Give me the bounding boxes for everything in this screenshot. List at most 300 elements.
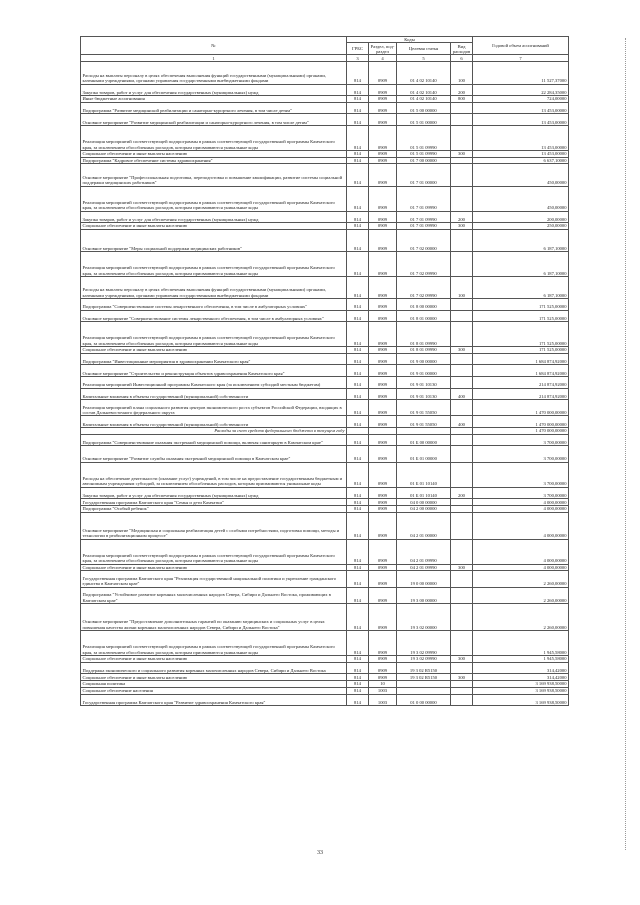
row-description: Реализация мероприятий соответствующей подпрограммы в рамках соответствующей государственной программы Камчатского края, за исключением обособленных расходов, которым присваиваются уникальные коды: [81, 322, 347, 347]
row-description: Основное мероприятие "Меры социальной поддержки медицинских работников": [81, 229, 347, 251]
row-target-code: 01 5 00 00000: [397, 102, 451, 114]
row-description: Подпрограмма "Особый ребенок": [81, 505, 347, 512]
row-target-code: 01 9 00 00000: [397, 353, 451, 365]
row-section: 0909: [369, 164, 397, 186]
row-target-code: 01 5 01 09990: [397, 150, 451, 157]
row-grbs: 814: [347, 687, 369, 694]
row-expense-type: [451, 251, 473, 276]
row-expense-type: [451, 157, 473, 164]
row-grbs: 814: [347, 223, 369, 230]
row-expense-type: [451, 310, 473, 322]
row-expense-type: [451, 114, 473, 126]
row-description: Реализация мероприятий соответствующей подпрограммы в рамках соответствующей государственной программы Камчатского края, за исключением обособленных расходов, которым присваиваются уникальные коды: [81, 630, 347, 655]
row-section: 0909: [369, 462, 397, 487]
row-grbs: 814: [347, 571, 369, 587]
row-amount: 1 470 000,00000: [473, 427, 569, 434]
row-target-code: 01 Б 00 00000: [397, 434, 451, 446]
table-row: [81, 662, 569, 674]
table-row: [81, 587, 569, 603]
column-number-row: [81, 55, 569, 62]
row-expense-type: [451, 102, 473, 114]
row-description: Подпрограмма "Инвестиционные мероприятия в здравоохранении Камчатского края": [81, 353, 347, 365]
row-expense-type: 200: [451, 84, 473, 96]
table-row: [81, 96, 569, 103]
row-grbs: 814: [347, 400, 369, 416]
header-target: Целевая статья: [397, 43, 451, 55]
row-amount: 6 187,10000: [473, 276, 569, 298]
row-description: Реализация мероприятий соответствующей подпрограммы в рамках соответствующей государственной программы Камчатского края, за исключением обособленных расходов, которым присваиваются уникальные коды: [81, 125, 347, 150]
row-expense-type: [451, 587, 473, 603]
row-target-code: 01 7 01 09990: [397, 223, 451, 230]
row-amount: 11 527,37000: [473, 62, 569, 84]
row-expense-type: [451, 694, 473, 706]
header-grbs: ГРБС: [347, 43, 369, 55]
row-amount: 171 525,00000: [473, 322, 569, 347]
row-target-code: 04 2 01 09990: [397, 539, 451, 564]
row-description: Социальная политика: [81, 681, 347, 688]
table-row: [81, 564, 569, 571]
row-section: 0909: [369, 276, 397, 298]
row-target-code: 01 8 01 09990: [397, 347, 451, 354]
row-amount: 314,42000: [473, 662, 569, 674]
row-target-code: 01 4 02 10140: [397, 62, 451, 84]
row-grbs: 814: [347, 211, 369, 223]
table-row: [81, 462, 569, 487]
row-expense-type: [451, 681, 473, 688]
row-description: Социальное обеспечение и иные выплаты населению: [81, 223, 347, 230]
row-section: 0909: [369, 505, 397, 512]
row-description: Иные бюджетные ассигнования: [81, 96, 347, 103]
row-amount: 3 700,00000: [473, 446, 569, 462]
row-description: Подпрограмма "Устойчивое развитие коренных малочисленных народов Севера, Сибири и Дальнего Востока, проживающих в Камчатском крае": [81, 587, 347, 603]
row-expense-type: 300: [451, 655, 473, 662]
table-row: [81, 102, 569, 114]
row-amount: 4 000,00000: [473, 564, 569, 571]
row-expense-type: [451, 571, 473, 587]
row-description: Капитальные вложения в объекты государственной (муниципальной) собственности: [81, 388, 347, 400]
row-section: 0909: [369, 211, 397, 223]
row-grbs: 814: [347, 446, 369, 462]
row-expense-type: [451, 365, 473, 377]
row-expense-type: [451, 505, 473, 512]
row-section: 0909: [369, 62, 397, 84]
row-amount: 314,42000: [473, 674, 569, 681]
table-row: [81, 125, 569, 150]
row-grbs: 814: [347, 539, 369, 564]
row-expense-type: 300: [451, 150, 473, 157]
row-grbs: 814: [347, 434, 369, 446]
row-amount: 6 637,10000: [473, 157, 569, 164]
row-expense-type: [451, 604, 473, 631]
row-section: 0909: [369, 186, 397, 211]
row-grbs: 814: [347, 376, 369, 388]
row-grbs: 814: [347, 347, 369, 354]
colnum: 5: [397, 55, 451, 62]
row-section: 0909: [369, 299, 397, 311]
row-target-code: 01 4 02 10140: [397, 96, 451, 103]
table-row: [81, 674, 569, 681]
row-section: 0909: [369, 539, 397, 564]
row-description: Закупка товаров, работ и услуг для обеспечения государственных (муниципальных) нужд: [81, 211, 347, 223]
row-expense-type: [451, 186, 473, 211]
header-amount: Годовой объем ассигнований: [473, 37, 569, 55]
row-amount: 13 453,00000: [473, 125, 569, 150]
row-description: Государственная программа Камчатского края "Семья и дети Камчатки": [81, 499, 347, 506]
row-description: Основное мероприятие "Развитие медицинской реабилитации и санаторно-курортного лечения, в том числе детям": [81, 114, 347, 126]
row-amount: 450,00000: [473, 164, 569, 186]
row-description: Реализация мероприятий плана социального развития центров экономического роста субъектов Российской Федерации, входящих в состав Дальневосточного федерального округа: [81, 400, 347, 416]
row-section: 0909: [369, 102, 397, 114]
row-description: Социальное обеспечение и иные выплаты населению: [81, 150, 347, 157]
row-grbs: 814: [347, 505, 369, 512]
row-section: 0909: [369, 499, 397, 506]
row-grbs: 814: [347, 251, 369, 276]
table-row: [81, 571, 569, 587]
row-section: 0909: [369, 446, 397, 462]
row-section: 0909: [369, 674, 397, 681]
row-description: Социальное обеспечение и иные выплаты населению: [81, 655, 347, 662]
row-section: 0909: [369, 604, 397, 631]
row-grbs: 814: [347, 229, 369, 251]
row-section: 0909: [369, 353, 397, 365]
table-row: [81, 223, 569, 230]
row-expense-type: 400: [451, 388, 473, 400]
row-section: 0909: [369, 416, 397, 428]
row-description: Социальное обеспечение и иные выплаты населению: [81, 564, 347, 571]
table-row: [81, 186, 569, 211]
row-grbs: 814: [347, 157, 369, 164]
row-grbs: 814: [347, 487, 369, 499]
table-row: [81, 694, 569, 706]
row-section: 0909: [369, 150, 397, 157]
table-row: [81, 353, 569, 365]
row-amount: 171 525,00000: [473, 299, 569, 311]
row-amount: 6 187,10000: [473, 229, 569, 251]
row-section: 10: [369, 681, 397, 688]
row-target-code: 19 3 02 R5150: [397, 674, 451, 681]
row-section: 0909: [369, 388, 397, 400]
row-section: 0909: [369, 310, 397, 322]
row-target-code: 04 2 01 00000: [397, 512, 451, 539]
header-codes: Коды: [347, 37, 473, 43]
row-description: Основное мероприятие "Предоставление дополнительных гарантий по оказанию медицинских и социальных услуг в целях повышения качества жизни коренных малочисленных народов Севера, Сибири и Дальнего Востока": [81, 604, 347, 631]
row-target-code: 04 2 01 09990: [397, 564, 451, 571]
row-description: Закупка товаров, работ и услуг для обеспечения государственных (муниципальных) нужд: [81, 84, 347, 96]
table-row: [81, 211, 569, 223]
row-amount: 3 700,00000: [473, 487, 569, 499]
row-description: Социальное обеспечение и иные выплаты населению: [81, 347, 347, 354]
row-target-code: 01 Б 01 10140: [397, 487, 451, 499]
row-grbs: 814: [347, 84, 369, 96]
row-expense-type: 800: [451, 96, 473, 103]
row-expense-type: [451, 630, 473, 655]
row-amount: 4 000,00000: [473, 512, 569, 539]
row-amount: 4 000,00000: [473, 539, 569, 564]
row-section: 1003: [369, 687, 397, 694]
row-amount: 1 470 000,00000: [473, 416, 569, 428]
row-amount: 13 453,00000: [473, 114, 569, 126]
row-amount: 214 874,92000: [473, 376, 569, 388]
table-row: [81, 400, 569, 416]
row-amount: 3 700,00000: [473, 462, 569, 487]
row-expense-type: 400: [451, 416, 473, 428]
colnum: 7: [473, 55, 569, 62]
row-expense-type: [451, 512, 473, 539]
row-section: 0909: [369, 564, 397, 571]
row-section: 0909: [369, 630, 397, 655]
row-description: Подпрограмма "Кадровое обеспечение системы здравоохранения": [81, 157, 347, 164]
row-section: 0909: [369, 96, 397, 103]
colnum: 4: [369, 55, 397, 62]
row-expense-type: 300: [451, 223, 473, 230]
table-row: [81, 427, 569, 434]
row-target-code: 01 7 02 09990: [397, 276, 451, 298]
row-grbs: 814: [347, 276, 369, 298]
row-expense-type: 200: [451, 487, 473, 499]
table-row: [81, 512, 569, 539]
row-target-code: 01 9 01 55050: [397, 400, 451, 416]
row-target-code: 19 3 02 00000: [397, 604, 451, 631]
row-section: 0909: [369, 655, 397, 662]
row-grbs: 814: [347, 416, 369, 428]
row-expense-type: [451, 125, 473, 150]
row-amount: 724,00000: [473, 96, 569, 103]
row-grbs: 814: [347, 102, 369, 114]
row-description: Расходы за счет средств федерального бюджета в текущем году: [81, 427, 347, 434]
row-target-code: [397, 427, 451, 434]
table-row: [81, 434, 569, 446]
row-expense-type: [451, 462, 473, 487]
table-row: [81, 388, 569, 400]
row-amount: 1 945,58000: [473, 630, 569, 655]
row-section: 0909: [369, 157, 397, 164]
row-expense-type: 300: [451, 564, 473, 571]
table-row: [81, 62, 569, 84]
table-row: [81, 164, 569, 186]
row-expense-type: [451, 427, 473, 434]
row-expense-type: 100: [451, 62, 473, 84]
row-target-code: 01 7 02 00000: [397, 229, 451, 251]
row-grbs: 814: [347, 125, 369, 150]
row-section: 0909: [369, 587, 397, 603]
row-section: 0909: [369, 84, 397, 96]
row-expense-type: [451, 353, 473, 365]
row-description: Государственная программа Камчатского края "Реализация государственной национальной политики и укрепление гражданского единства в Камчатском крае": [81, 571, 347, 587]
row-section: 0909: [369, 434, 397, 446]
row-amount: 3 169 938,50000: [473, 687, 569, 694]
row-amount: 200,00000: [473, 211, 569, 223]
row-description: Подпрограмма "Совершенствование оказания экстренной медицинской помощи, включая санитарную в Камчатском крае": [81, 434, 347, 446]
row-expense-type: [451, 434, 473, 446]
row-grbs: 814: [347, 310, 369, 322]
table-row: [81, 347, 569, 354]
row-target-code: 01 9 01 00000: [397, 365, 451, 377]
row-expense-type: [451, 539, 473, 564]
row-amount: 13 453,00000: [473, 102, 569, 114]
table-row: [81, 251, 569, 276]
row-grbs: 814: [347, 681, 369, 688]
row-expense-type: [451, 229, 473, 251]
row-target-code: 01 7 01 09990: [397, 186, 451, 211]
row-description: Подпрограмма "Совершенствование системы лекарственного обеспечения, в том числе в амбулаторных условиях": [81, 299, 347, 311]
row-section: [369, 427, 397, 434]
row-grbs: 814: [347, 164, 369, 186]
row-target-code: 19 3 00 00000: [397, 587, 451, 603]
table-row: [81, 604, 569, 631]
row-amount: 450,00000: [473, 186, 569, 211]
table-row: [81, 487, 569, 499]
row-grbs: 814: [347, 564, 369, 571]
row-description: Реализация мероприятий Инвестиционной программы Камчатского края (за исключением субсидий местным бюджетам): [81, 376, 347, 388]
row-description: Реализация мероприятий соответствующей подпрограммы в рамках соответствующей государственной программы Камчатского края, за исключением обособленных расходов, которым присваиваются уникальные коды: [81, 539, 347, 564]
row-description: Расходы на обеспечение деятельности (оказание услуг) учреждений, в том числе на предоставление государственным бюджетным и автономным учреждениям субсидий, за исключением обособленных расходов, которым присваиваются уникальные коды: [81, 462, 347, 487]
table-row: [81, 114, 569, 126]
row-amount: 214 874,92000: [473, 388, 569, 400]
row-target-code: [397, 681, 451, 688]
row-section: 0909: [369, 512, 397, 539]
row-description: Основное мероприятие "Развитие службы оказания экстренной медицинской помощи в Камчатском крае": [81, 446, 347, 462]
row-expense-type: 300: [451, 674, 473, 681]
row-section: 0909: [369, 223, 397, 230]
table-row: [81, 229, 569, 251]
row-description: Основное мероприятие "Строительство и реконструкция объектов здравоохранения Камчатского края": [81, 365, 347, 377]
row-target-code: 01 9 01 55050: [397, 416, 451, 428]
row-target-code: 01 7 02 09990: [397, 251, 451, 276]
row-description: Социальное обеспечение населения: [81, 687, 347, 694]
row-target-code: 01 8 00 00000: [397, 299, 451, 311]
row-expense-type: 100: [451, 276, 473, 298]
row-amount: 250,00000: [473, 223, 569, 230]
row-expense-type: [451, 662, 473, 674]
row-grbs: 814: [347, 299, 369, 311]
row-amount: 2 260,00000: [473, 604, 569, 631]
row-amount: 3 700,00000: [473, 434, 569, 446]
table-row: [81, 276, 569, 298]
table-row: [81, 687, 569, 694]
row-grbs: 814: [347, 630, 369, 655]
row-section: 0909: [369, 365, 397, 377]
row-amount: 3 169 938,50000: [473, 681, 569, 688]
colnum: 3: [347, 55, 369, 62]
row-target-code: 01 Б 01 00000: [397, 446, 451, 462]
row-grbs: [347, 427, 369, 434]
table-row: [81, 376, 569, 388]
header-vid: Вид расходов: [451, 43, 473, 55]
row-description: Основное мероприятие "Профессиональная подготовка, переподготовка и повышение квалификации, развитие системы социальной поддержки медицинских работников": [81, 164, 347, 186]
row-target-code: 01 4 02 10140: [397, 84, 451, 96]
table-row: [81, 681, 569, 688]
row-grbs: 814: [347, 186, 369, 211]
row-expense-type: [451, 499, 473, 506]
row-amount: 171 525,00000: [473, 310, 569, 322]
row-target-code: 04 2 00 00000: [397, 505, 451, 512]
row-amount: 1 470 000,00000: [473, 400, 569, 416]
row-description: Поддержка экономического и социального развития коренных малочисленных народов Севера, Сибири и Дальнего Востока: [81, 662, 347, 674]
row-amount: 13 453,00000: [473, 150, 569, 157]
row-expense-type: [451, 376, 473, 388]
row-expense-type: [451, 299, 473, 311]
page-number: 33: [317, 850, 323, 856]
row-description: Расходы на выплаты персоналу в целях обеспечения выполнения функций государственными (муниципальными) органами, казенными учреждениями, органами управления государственными внебюджетными фондами: [81, 276, 347, 298]
row-description: Расходы на выплаты персоналу в целях обеспечения выполнения функций государственными (муниципальными) органами, казенными учреждениями, органами управления государственными внебюджетными фондами: [81, 62, 347, 84]
row-grbs: 814: [347, 512, 369, 539]
row-target-code: 01 5 01 00000: [397, 114, 451, 126]
table-row: [81, 499, 569, 506]
row-section: 0909: [369, 662, 397, 674]
row-amount: 171 525,00000: [473, 347, 569, 354]
row-description: Основное мероприятие "Совершенствование системы лекарственного обеспечения, в том числе в амбулаторных условиях": [81, 310, 347, 322]
row-grbs: 814: [347, 587, 369, 603]
table-row: [81, 416, 569, 428]
row-expense-type: 300: [451, 347, 473, 354]
table-row: [81, 299, 569, 311]
row-grbs: 814: [347, 388, 369, 400]
row-grbs: 814: [347, 694, 369, 706]
row-expense-type: [451, 164, 473, 186]
row-grbs: 814: [347, 655, 369, 662]
row-description: Реализация мероприятий соответствующей подпрограммы в рамках соответствующей государственной программы Камчатского края, за исключением обособленных расходов, которым присваиваются уникальные коды: [81, 186, 347, 211]
row-target-code: [397, 687, 451, 694]
row-target-code: 01 9 01 10130: [397, 376, 451, 388]
row-amount: 1 684 874,92000: [473, 365, 569, 377]
row-section: 0909: [369, 376, 397, 388]
row-expense-type: [451, 446, 473, 462]
table-row: [81, 446, 569, 462]
colnum: 6: [451, 55, 473, 62]
row-description: Подпрограмма "Развитие медицинской реабилитации и санаторно-курортного лечения, в том числе детям": [81, 102, 347, 114]
row-grbs: 814: [347, 114, 369, 126]
row-target-code: 01 0 00 00000: [397, 694, 451, 706]
row-amount: 2 260,00000: [473, 587, 569, 603]
row-target-code: 01 5 01 09990: [397, 125, 451, 150]
row-description: Социальное обеспечение и иные выплаты населению: [81, 674, 347, 681]
row-target-code: 04 0 00 00000: [397, 499, 451, 506]
row-description: Государственная программа Камчатского края "Развитие здравоохранения Камчатского края": [81, 694, 347, 706]
row-target-code: 19 3 02 09990: [397, 655, 451, 662]
table-row: [81, 505, 569, 512]
row-target-code: 01 8 01 00000: [397, 310, 451, 322]
row-target-code: 01 7 01 09990: [397, 211, 451, 223]
header-num: №: [81, 37, 347, 55]
row-section: 0909: [369, 400, 397, 416]
budget-table: [80, 36, 569, 706]
row-grbs: 814: [347, 322, 369, 347]
row-grbs: 814: [347, 674, 369, 681]
row-section: 0909: [369, 347, 397, 354]
row-amount: 3 169 938,50000: [473, 694, 569, 706]
row-section: 0909: [369, 251, 397, 276]
table-row: [81, 365, 569, 377]
table-row: [81, 150, 569, 157]
budget-document-page: [80, 36, 568, 706]
row-amount: 2 260,00000: [473, 571, 569, 587]
table-row: [81, 539, 569, 564]
row-amount: 4 000,00000: [473, 499, 569, 506]
row-section: 0909: [369, 229, 397, 251]
row-expense-type: 200: [451, 211, 473, 223]
colnum: 1: [81, 55, 347, 62]
row-grbs: 814: [347, 462, 369, 487]
row-target-code: 19 3 02 R5150: [397, 662, 451, 674]
row-grbs: 814: [347, 96, 369, 103]
row-grbs: 814: [347, 150, 369, 157]
row-section: 0909: [369, 322, 397, 347]
row-target-code: 01 Б 01 10140: [397, 462, 451, 487]
row-section: 0909: [369, 125, 397, 150]
row-expense-type: [451, 322, 473, 347]
row-section: 1003: [369, 694, 397, 706]
row-amount: 6 187,10000: [473, 251, 569, 276]
